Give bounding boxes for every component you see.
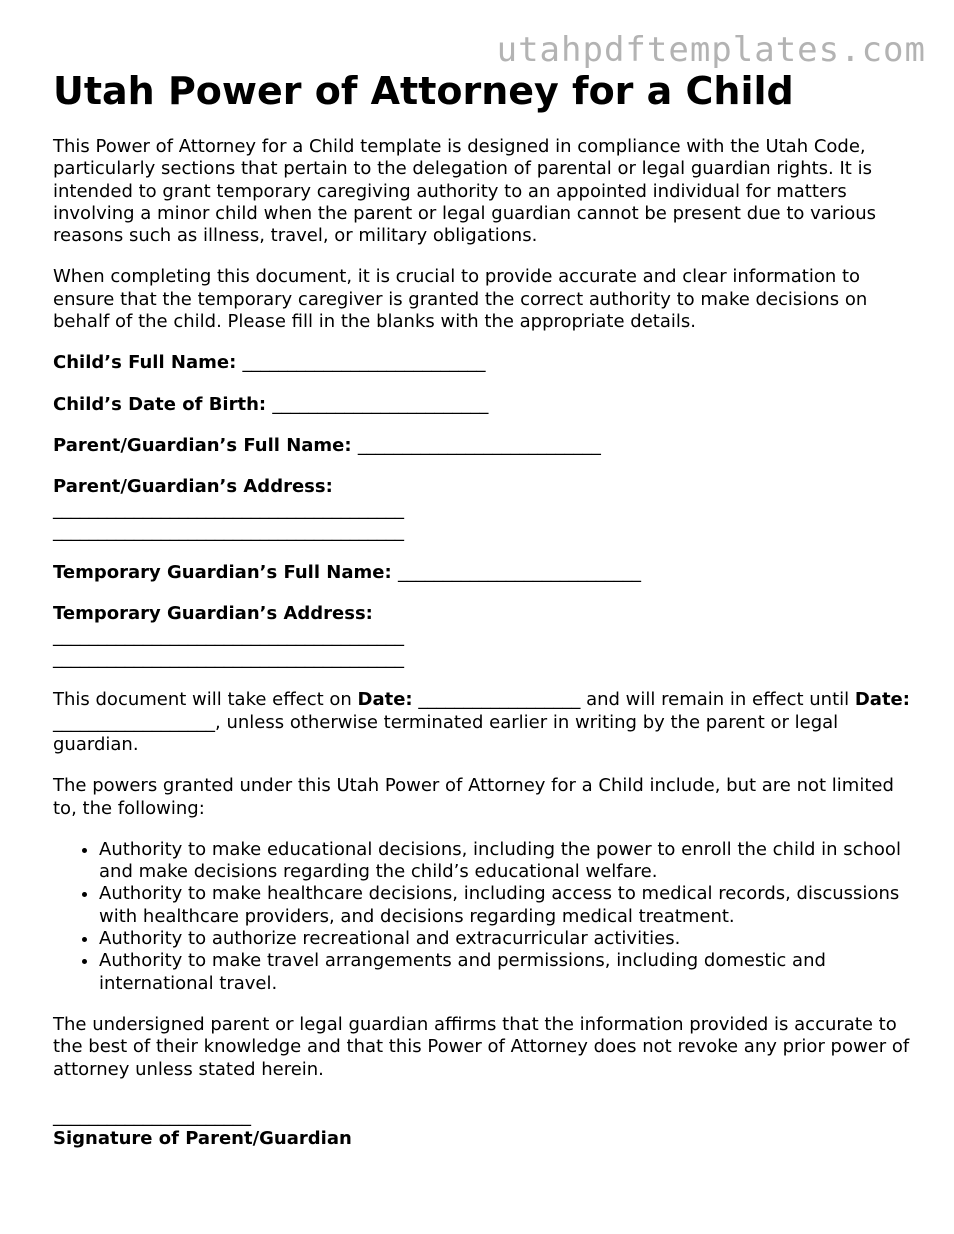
parent-name-field: [53, 435, 913, 457]
signature-label: Signature of Parent/Guardian: [53, 1128, 352, 1150]
parent-name-blank[interactable]: ___________________________: [357, 434, 601, 456]
temp-guardian-address-label: Temporary Guardian’s Address:: [53, 603, 373, 625]
effective-date-label-2: Date:: [854, 689, 910, 711]
signature-line[interactable]: ______________________: [53, 1105, 251, 1127]
temp-guardian-name-blank[interactable]: ___________________________: [397, 562, 641, 584]
page-title: Utah Power of Attorney for a Child: [53, 69, 794, 113]
parent-name-label: Parent/Guardian’s Full Name:: [53, 434, 352, 456]
temp-guardian-name-field: [53, 562, 913, 584]
intro-paragraph-1: This Power of Attorney for a Child template is designed in compliance with the Utah Code, particularly sections that pertain to the delegation of parental or legal guardian rights. It is intended to grant temporary caregiving authority to an appointed individual for matters involving a minor child when the parent or legal guardian cannot be present due to various reasons such as illness, travel, or military obligations.: [53, 136, 877, 247]
temp-guardian-address-line-1[interactable]: _______________________________________: [53, 625, 404, 647]
effective-text-2: and will remain in effect until: [580, 689, 855, 711]
list-item: • Authority to make educational decisions, including the power to enroll the child in school and make decisions regarding the child’s educational welfare.: [99, 839, 913, 884]
parent-address-line-2[interactable]: _______________________________________: [53, 520, 404, 542]
effective-date-label-1: Date:: [357, 689, 413, 711]
child-name-field: [53, 352, 913, 374]
affirmation-paragraph: The undersigned parent or legal guardian affirms that the information provided is accurate to the best of their knowledge and that this Power of Attorney does not revoke any prior power of attorney unless stated herein.: [53, 1013, 910, 1080]
intro-paragraph-2: When completing this document, it is crucial to provide accurate and clear information to ensure that the temporary caregiver is granted the correct authority to make decisions on behalf of the child. Please fill in the blanks with the appropriate details.: [53, 266, 868, 333]
parent-address-field: [53, 476, 913, 498]
watermark: utahpdftemplates.com: [496, 30, 926, 70]
child-dob-blank[interactable]: ________________________: [272, 393, 489, 415]
powers-list: [53, 839, 913, 995]
list-item: • Authority to make healthcare decisions, including access to medical records, discussions with healthcare providers, and decisions regarding medical treatment.: [99, 883, 913, 928]
effective-dates-paragraph: [53, 689, 913, 756]
temp-guardian-name-label: Temporary Guardian’s Full Name:: [53, 562, 392, 584]
effective-date-blank-1[interactable]: __________________: [412, 689, 581, 711]
document-page: [53, 68, 913, 1150]
child-dob-label: Child’s Date of Birth:: [53, 393, 267, 415]
effective-text-1: This document will take effect on: [53, 689, 358, 711]
list-item: • Authority to authorize recreational and extracurricular activities.: [99, 928, 913, 950]
temp-guardian-address-line-2[interactable]: _______________________________________: [53, 648, 404, 670]
effective-text-3: , unless otherwise terminated earlier in writing by the parent or legal guardian.: [53, 711, 839, 755]
effective-date-blank-2[interactable]: __________________: [53, 711, 215, 733]
powers-intro: The powers granted under this Utah Power of Attorney for a Child include, but are not limited to, the following:: [53, 775, 894, 819]
child-name-blank[interactable]: ___________________________: [242, 352, 486, 374]
parent-address-line-1[interactable]: _______________________________________: [53, 498, 404, 520]
child-name-label: Child’s Full Name:: [53, 352, 237, 374]
parent-address-label: Parent/Guardian’s Address:: [53, 476, 333, 498]
list-item: • Authority to make travel arrangements and permissions, including domestic and international travel.: [99, 950, 913, 995]
child-dob-field: [53, 394, 913, 416]
temp-guardian-address-field: [53, 603, 913, 625]
